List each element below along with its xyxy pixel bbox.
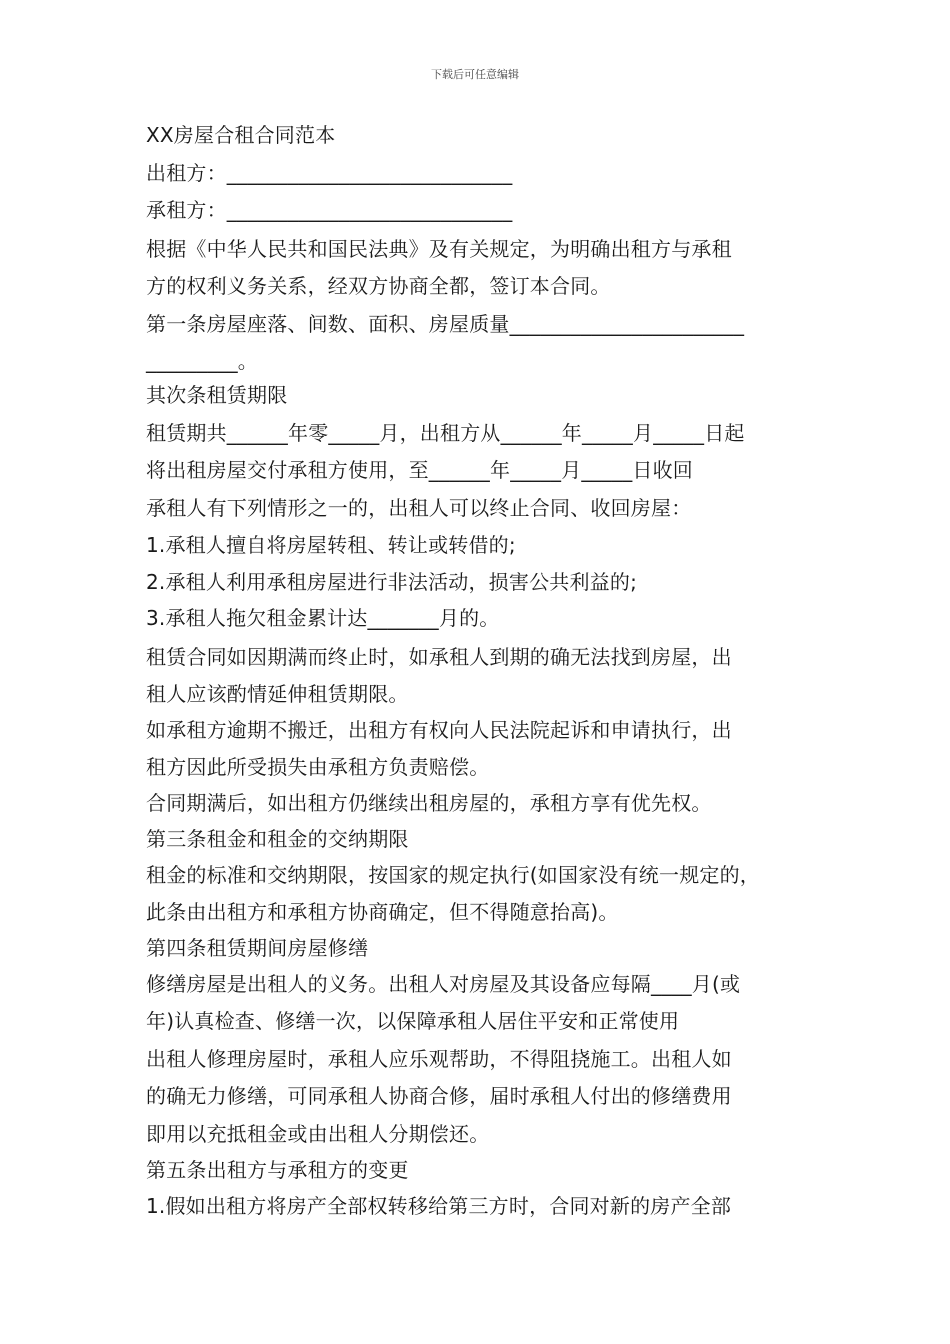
- article-heading: 第四条租赁期间房屋修缮: [146, 936, 369, 960]
- list-item: 3.承租人拖欠租金累计达_______月的。: [146, 606, 500, 630]
- document-title: XX房屋合租合同范本: [146, 123, 336, 147]
- paragraph-line: 将出租房屋交付承租方使用，至______年_____月_____日收回: [146, 458, 693, 482]
- paragraph-line: 出租人修理房屋时，承租人应乐观帮助，不得阻挠施工。出租人如: [146, 1047, 732, 1071]
- paragraph-line: 根据《中华人民共和国民法典》及有关规定，为明确出租方与承租: [146, 237, 732, 261]
- paragraph-line: 合同期满后，如出租方仍继续出租房屋的，承租方享有优先权。: [146, 791, 712, 815]
- paragraph-line: 此条由出租方和承租方协商确定，但不得随意抬高)。: [146, 900, 619, 924]
- paragraph-line: _________。: [146, 349, 258, 373]
- paragraph-line: 如承租方逾期不搬迁，出租方有权向人民法院起诉和申请执行，出: [146, 718, 732, 742]
- list-item: 1.假如出租方将房产全部权转移给第三方时，合同对新的房产全部: [146, 1194, 732, 1218]
- list-item: 1.承租人擅自将房屋转租、转让或转借的;: [146, 533, 516, 557]
- article-heading: 其次条租赁期限: [146, 383, 288, 407]
- article-heading: 第一条房屋座落、间数、面积、房屋质量_______________________: [146, 312, 745, 336]
- article-heading: 第三条租金和租金的交纳期限: [146, 827, 409, 851]
- list-item: 2.承租人利用承租房屋进行非法活动，损害公共利益的;: [146, 570, 638, 594]
- article-heading: 第五条出租方与承租方的变更: [146, 1158, 409, 1182]
- paragraph-line: 方的权利义务关系，经双方协商全都，签订本合同。: [146, 274, 611, 298]
- paragraph-line: 租方因此所受损失由承租方负责赔偿。: [146, 755, 490, 779]
- paragraph-line: 修缮房屋是出租人的义务。出租人对房屋及其设备应每隔____月(或: [146, 972, 741, 996]
- paragraph-line: 的确无力修缮，可同承租人协商合修，届时承租人付出的修缮费用: [146, 1084, 732, 1108]
- lessee-line: 承租方：____________________________: [146, 198, 513, 222]
- paragraph-line: 租金的标准和交纳期限，按国家的规定执行(如国家没有统一规定的，: [146, 863, 761, 887]
- paragraph-line: 租赁合同如因期满而终止时，如承租人到期的确无法找到房屋，出: [146, 645, 732, 669]
- header-note: 下载后可任意编辑: [431, 68, 519, 81]
- paragraph-line: 即用以充抵租金或由出租人分期偿还。: [146, 1122, 490, 1146]
- lessor-line: 出租方：____________________________: [146, 161, 513, 185]
- paragraph-line: 租赁期共______年零_____月，出租方从______年_____月_____日起: [146, 421, 745, 445]
- paragraph-line: 年)认真检查、修缮一次，以保障承租人居住平安和正常使用: [146, 1009, 680, 1033]
- paragraph-line: 承租人有下列情形之一的，出租人可以终止合同、收回房屋：: [146, 496, 692, 520]
- paragraph-line: 租人应该酌情延伸租赁期限。: [146, 682, 409, 706]
